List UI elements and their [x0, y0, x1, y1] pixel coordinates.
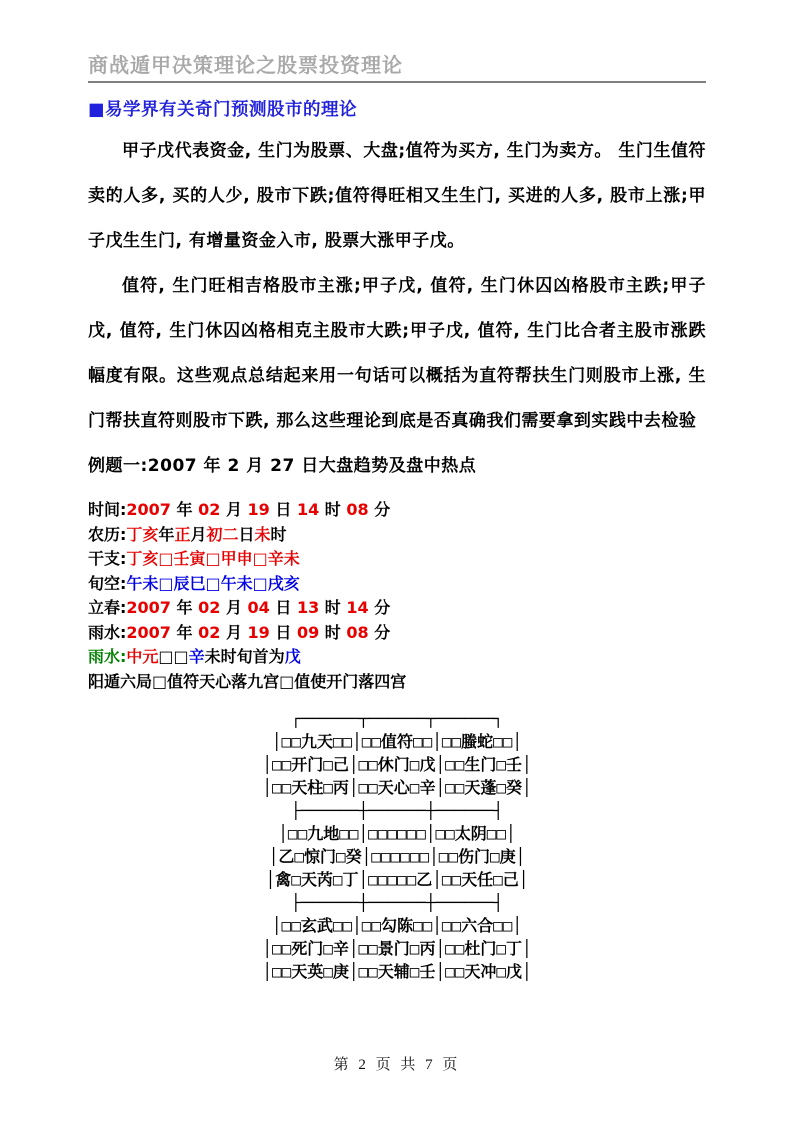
info-line: [88, 621, 706, 646]
paragraph: 值符, 生门旺相吉格股市主涨;甲子戊, 值符, 生门休囚凶格股市主跌;甲子戊, 值符, 生门休囚凶格相克主股市大跌;甲子戊, 值符, 生门比合者主股市涨跌幅度有限。这些观点总结起来用一句话可以概括为直符帮扶生门则股市上涨, 生门帮扶直符则股市下跌, 那么这些理论到底是否真确我们需要拿到实践中去检验: [88, 276, 706, 431]
qimen-grid-line: │禽□天芮□丁│□□□□□乙│□□天任□己│: [265, 870, 529, 889]
qimen-grid-line: ├──────┼──────┼──────┤: [291, 893, 503, 912]
info-line-segment: 时: [324, 598, 347, 617]
info-line-segment: 02: [198, 500, 226, 519]
document-header-title: 商战遁甲决策理论之股票投资理论: [88, 53, 403, 77]
info-line: [88, 547, 706, 572]
qimen-grid-line: │□□天柱□丙│□□天心□辛│□□天蓬□癸│: [262, 778, 532, 797]
info-line-segment: □□: [158, 647, 189, 666]
info-line-segment: 正: [174, 524, 191, 544]
info-line-segment: 分: [374, 500, 391, 519]
section-heading: ■易学界有关奇门预测股市的理论: [88, 100, 358, 120]
info-line-label: 立春:: [88, 598, 127, 617]
info-line-label: 时间:: [88, 500, 127, 519]
info-line-segment: 辛: [188, 647, 205, 666]
document-header: [88, 52, 706, 83]
info-line-segment: 时: [270, 524, 287, 544]
page-footer: 第 2 页 共 7 页: [333, 1057, 461, 1073]
info-line-segment: 丁亥□壬寅□甲申□辛未: [126, 549, 300, 568]
info-line-segment: 分: [374, 622, 391, 642]
example-title: 例题一:2007 年 2 月 27 日大盘趋势及盘中热点: [88, 456, 477, 476]
qimen-grid: [88, 707, 706, 983]
info-line-segment: 04: [247, 598, 276, 617]
info-line-segment: 未: [254, 524, 271, 544]
qimen-grid-line: │□□玄武□□│□□勾陈□□│□□六合□□│: [271, 916, 523, 935]
info-line-segment: 午未□辰巳□午未□戌亥: [126, 573, 300, 593]
paragraph: 甲子戊代表资金, 生门为股票、大盘;值符为买方, 生门为卖方。 生门生值符卖的人多, 买的人少, 股市下跌;值符得旺相又生生门, 买进的人多, 股市上涨;甲子戊生生门, 有增量资金入市, 股票大涨甲子戊。: [88, 141, 706, 251]
info-line-segment: 日: [275, 500, 297, 519]
qimen-grid-line: │乙□惊门□癸│□□□□□□│□□伤门□庚│: [268, 847, 526, 866]
info-line-segment: 年: [158, 524, 175, 544]
qimen-grid-line: │□□九地□□│□□□□□□│□□太阴□□│: [278, 824, 516, 843]
info-line: [88, 523, 706, 548]
info-line-segment: 2007: [126, 598, 177, 617]
info-line: [88, 572, 706, 597]
info-line-segment: 月: [225, 500, 248, 519]
info-line-segment: 分: [374, 598, 391, 617]
info-line-label: 雨水:: [88, 622, 127, 642]
info-line-segment: 02: [198, 622, 226, 642]
info-line-segment: 日: [238, 524, 255, 544]
info-line-segment: 月: [225, 622, 248, 642]
info-line-segment: 08: [346, 622, 375, 642]
info-line-label: 雨水:: [88, 647, 127, 666]
info-line-segment: 月: [225, 598, 248, 617]
info-block: [88, 498, 706, 694]
info-line-segment: 2007: [126, 622, 177, 642]
body-text: [88, 129, 706, 489]
info-line-segment: 09: [296, 622, 325, 642]
qimen-grid-line: │□□开门□己│□□休门□戊│□□生门□壬│: [262, 755, 532, 774]
info-line-segment: 未时旬首为: [204, 647, 285, 666]
info-line-segment: 02: [198, 598, 226, 617]
info-line-segment: 日: [275, 598, 297, 617]
info-line-segment: 13: [296, 598, 325, 617]
info-line-label: 农历:: [88, 524, 127, 544]
info-line-segment: 19: [247, 622, 276, 642]
qimen-grid-line: │□□天英□庚│□□天辅□壬│□□天冲□戊│: [262, 962, 532, 981]
qimen-grid-line: │□□九天□□│□□值符□□│□□螣蛇□□│: [271, 732, 523, 751]
info-line-segment: 初二: [206, 524, 239, 544]
info-line: [88, 498, 706, 523]
info-line-segment: 月: [190, 524, 207, 544]
info-line-segment: 阳遁六局□值符天心落九宫□值使开门落四宫: [88, 671, 407, 691]
header-rule: [88, 81, 706, 83]
info-line-segment: 时: [324, 622, 347, 642]
info-line-segment: 戊: [284, 647, 301, 666]
info-line-segment: 丁亥: [126, 524, 159, 544]
info-line-segment: 14: [296, 500, 325, 519]
info-line-segment: 日: [275, 622, 297, 642]
info-line-segment: 年: [176, 598, 199, 617]
info-line: [88, 596, 706, 621]
info-line-segment: 14: [346, 598, 375, 617]
info-line-segment: 08: [346, 500, 375, 519]
info-line-label: 旬空:: [88, 573, 127, 593]
qimen-grid-line: ┌──────┬──────┬──────┐: [291, 709, 503, 728]
info-line-segment: 年: [176, 622, 199, 642]
info-line-segment: 时: [324, 500, 347, 519]
qimen-grid-line: ├──────┼──────┼──────┤: [291, 801, 503, 820]
info-line: [88, 645, 706, 670]
info-line-segment: 中元: [126, 647, 159, 666]
info-line: [88, 670, 706, 695]
info-line-segment: 2007: [126, 500, 177, 519]
info-line-label: 干支:: [88, 549, 127, 568]
info-line-segment: 19: [247, 500, 276, 519]
qimen-grid-line: │□□死门□辛│□□景门□丙│□□杜门□丁│: [262, 939, 532, 958]
info-line-segment: 年: [176, 500, 199, 519]
